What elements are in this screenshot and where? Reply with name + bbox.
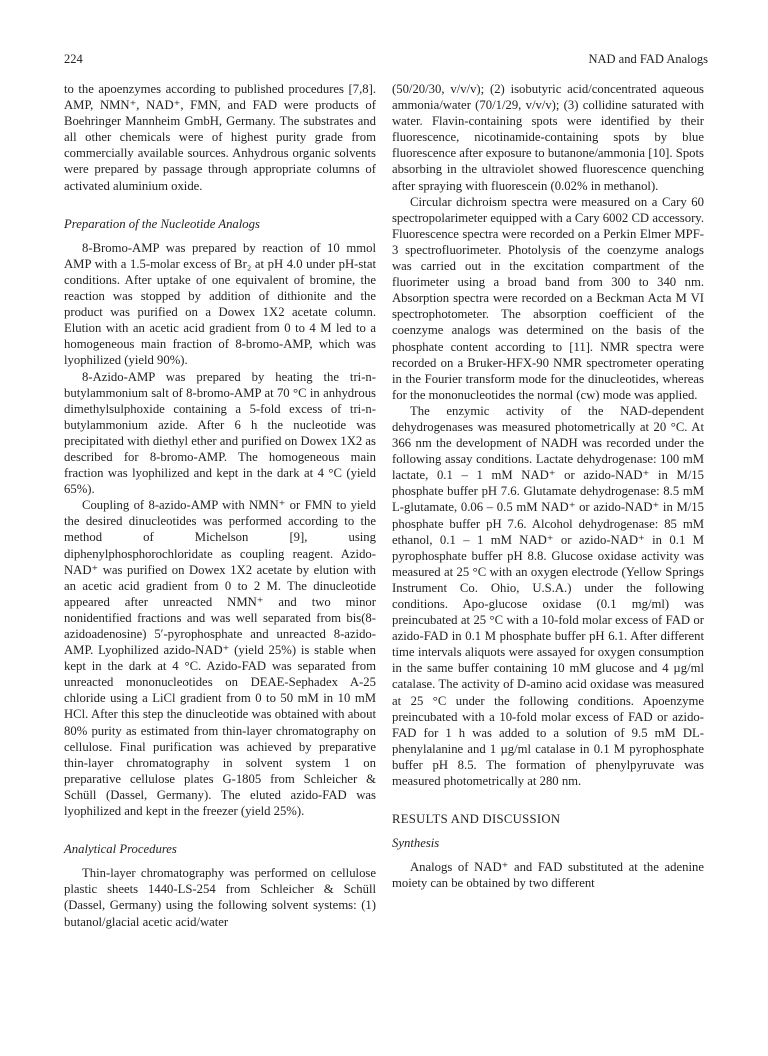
paragraph-enzymic-activity: The enzymic activity of the NAD-dependent dehydrogenases was measured photometrically at 20 °C. At 366 nm the development of NADH was recorded under the following assay conditions. Lactate dehydrogenase: 100 mM lactate, 0.1 – 1 mM NAD⁺ or azido-NAD⁺ in M/15 phosphate buffer pH 7.6. Glutamate dehydrogenase: 8.5 mM L-glutamate, 0.06 – 0.5 mM NAD⁺ or azido-NAD⁺ in M/15 phosphate buffer pH 7.6. Alcohol dehydrogenase: 85 mM ethanol, 0.1 – 1 mM NAD⁺ or azido-NAD⁺ in 0.1 M pyrophosphate buffer pH 8.8. Glucose oxidase activity was measured at 25 °C with an oxygen electrode (Yellow Springs Instrument Co. Ohio, U.S.A.) under the following conditions. Apo-glucose oxidase (0.1 mg/ml) was preincubated at 25 °C with a 10-fold molar excess of FAD or azido-FAD in 0.1 M phosphate buffer pH 6.1. After different time intervals aliquots were assayed for oxygen consumption in the same buffer containing 10 mM glucose and 4 µg/ml catalase. The activity of D-amino acid oxidase was measured at 25 °C under the following conditions. Apoenzyme preincubated with a 10-fold molar excess of FAD or azido-FAD for 1 h was added to a solution of 9.5 mM DL-phenylalanine and 1 µg/ml catalase in 0.1 M pyrophosphate buffer pH 8.5. The formation of phenylpyruvate was measured photometrically at 280 nm.: [392, 403, 704, 789]
paragraph-solvents: (50/20/30, v/v/v); (2) isobutyric acid/concentrated aqueous ammonia/water (70/1/29, v/v/v); (3) collidine saturated with water. Flavin-containing spots were identified by their fluorescence, nicotinamide-containing spots by blue fluorescence after exposure to butanone/ammonia [10]. Spots absorbing in the ultraviolet showed fluorescence quenching after spraying with fluorescein (0.02% in methanol).: [392, 82, 704, 193]
paragraph-circular-dichroism: Circular dichroism spectra were measured on a Cary 60 spectropolarimeter equipped with a Cary 6002 CD accessory. Fluorescence spectra were recorded on a Perkin Elmer MPF-3 spectrofluorimeter. Photolysis of the coenzyme analogs was carried out in the excitation compartment of the fluorimeter using a broad band from 300 to 340 nm. Absorption spectra were recorded on a Beckman Acta M VI spectrophotometer. The absorption coefficient of the coenzyme analogs was determined on the basis of the phosphate content according to [11]. NMR spectra were recorded on a Bruker-HFX-90 NMR spectrometer operating in the Fourier transform mode for the dinucleotides, whereas for the mononucleotides the normal (cw) mode was applied.: [392, 194, 704, 402]
paragraph-synthesis: Analogs of NAD⁺ and FAD substituted at the adenine moiety can be obtained by two different: [392, 860, 704, 891]
paragraph-azido-amp: 8-Azido-AMP was prepared by heating the tri-n-butylammonium salt of 8-bromo-AMP at 70 °C in anhydrous dimethylsulphoxide containing a 5-fold excess of tri-n-butylammonium azide. After 6 h the nucleotide was precipitated with diethyl ether and purified on Dowex 1X2 as described for 8-bromo-AMP. The homogeneous main fraction was lyophilized and kept in the dark at 4 °C (yield 65%).: [64, 369, 376, 497]
paragraph-bromo-amp: 8-Bromo-AMP was prepared by reaction of 10 mmol AMP with a 1.5-molar excess of Br₂ at pH 4.0 under pH-stat conditions. After uptake of one equivalent of bromine, the reaction was stopped by addition of dithionite and the product was purified on a Dowex 1X2 acetate column. Elution with an acetic acid gradient from 0 to 4 M led to a homogeneous main fraction of 8-bromo-AMP, which was lyophilized (yield 90%).: [64, 240, 376, 368]
running-head: [64, 50, 708, 68]
paragraph-tlc: Thin-layer chromatography was performed on cellulose plastic sheets 1440-LS-254 from Schleicher & Schüll (Dassel, Germany) using the following solvent systems: (1) butanol/glacial acetic acid/water: [64, 866, 376, 929]
right-column: [392, 81, 704, 892]
intro-paragraph: to the apoenzymes according to published procedures [7,8]. AMP, NMN⁺, NAD⁺, FMN, and FAD were products of Boehringer Mannheim GmbH, Germany. The substrates and all other chemicals were of highest purity grade from commercially available sources. Anhydrous organic solvents were prepared by passage through appropriate columns of activated aluminium oxide.: [64, 82, 376, 193]
page-number: 224: [64, 52, 83, 66]
left-column: [64, 81, 376, 930]
heading-analytical: Analytical Procedures: [64, 842, 177, 857]
paragraph-coupling: Coupling of 8-azido-AMP with NMN⁺ or FMN to yield the desired dinucleotides was performed according to the method of Michelson [9], using diphenylphosphorochloridate as coupling reagent. Azido-NAD⁺ was purified on Dowex 1X2 acetate by elution with an acetic acid gradient from 0 to 2 M. The dinucleotide appeared after unreacted NMN⁺ and two minor nonidentified fractions and was well separated from bis(8-azidoadenosine) 5′-pyrophosphate and unreacted 8-azido-AMP. Lyophilized azido-NAD⁺ (yield 25%) is stable when kept in the dark at 4 °C. Azido-FAD was separated from unreacted mononucleotides on DEAE-Sephadex A-25 chloride using a LiCl gradient from 0 to 50 mM in 10 mM HCl. After this step the dinucleotide was obtained with about 80% purity as estimated from thin-layer chromatography on cellulose. Final purification was achieved by preparative thin-layer chromatography in solvent system 1 on preparative cellulose plates G-1805 from Schleicher & Schüll (Dassel, Germany). The eluted azido-FAD was lyophilized and kept in the freezer (yield 25%).: [64, 498, 376, 819]
heading-synthesis: Synthesis: [392, 836, 440, 851]
heading-results: RESULTS AND DISCUSSION: [392, 812, 561, 827]
running-title: NAD and FAD Analogs: [588, 52, 708, 66]
heading-preparation: Preparation of the Nucleotide Analogs: [64, 216, 260, 231]
